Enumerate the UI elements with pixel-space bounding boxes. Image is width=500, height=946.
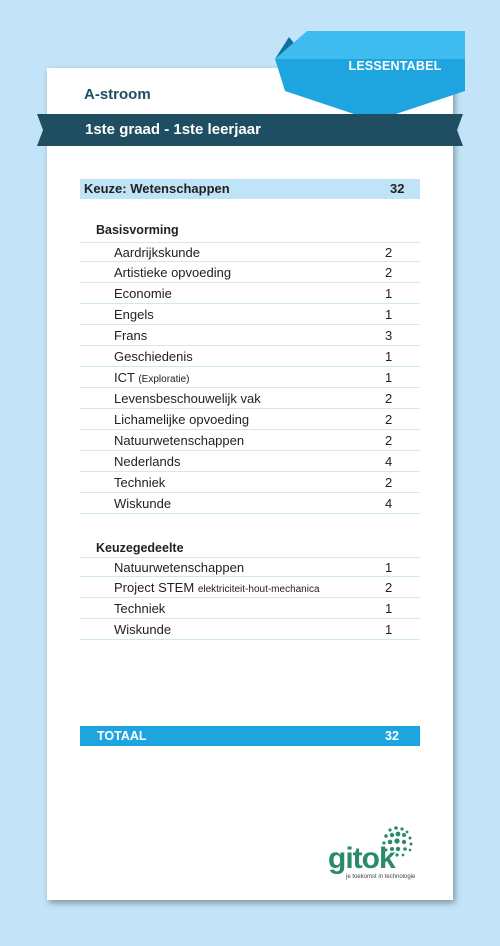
subject-hours: 1 bbox=[385, 349, 393, 364]
basis-row bbox=[80, 389, 420, 409]
gitok-logo bbox=[328, 822, 420, 884]
subject-hours: 2 bbox=[385, 245, 393, 260]
subject-name: Economie bbox=[114, 286, 172, 301]
subject-hours: 4 bbox=[385, 496, 393, 511]
basis-row bbox=[80, 263, 420, 283]
basis-row bbox=[80, 347, 420, 367]
keuze-row bbox=[80, 620, 420, 640]
stream-title: A-stroom bbox=[84, 86, 151, 103]
basis-row bbox=[80, 431, 420, 451]
subject-hours: 1 bbox=[385, 601, 393, 616]
choice-label: Keuze: Wetenschappen bbox=[84, 181, 230, 196]
subject-name: Artistieke opvoeding bbox=[114, 265, 232, 280]
basisvorming-title: Basisvorming bbox=[96, 223, 179, 237]
basis-row bbox=[80, 284, 420, 304]
basis-row bbox=[80, 473, 420, 493]
subject-name: Levensbeschouwelijk vak bbox=[114, 391, 261, 406]
subject-hours: 2 bbox=[385, 475, 393, 490]
choice-hours: 32 bbox=[390, 181, 405, 196]
subject-name: Techniek bbox=[114, 475, 166, 490]
basis-row bbox=[80, 494, 420, 514]
subject-hours: 3 bbox=[385, 328, 393, 343]
subject-hours: 4 bbox=[385, 454, 393, 469]
basis-row bbox=[80, 410, 420, 430]
subject-name: Frans bbox=[114, 328, 148, 343]
subject-hours: 1 bbox=[385, 622, 393, 637]
logo-word: gitok bbox=[328, 842, 395, 875]
subject-name: Techniek bbox=[114, 601, 166, 616]
subject-name: Wiskunde bbox=[114, 496, 172, 511]
grade-title: 1ste graad - 1ste leerjaar bbox=[85, 121, 261, 138]
basis-row bbox=[80, 305, 420, 325]
grade-banner bbox=[37, 114, 463, 146]
subject-note: (Exploratie) bbox=[138, 374, 190, 385]
subject-hours: 2 bbox=[385, 412, 393, 427]
subject-hours: 1 bbox=[385, 370, 393, 385]
subject-hours: 2 bbox=[385, 433, 393, 448]
lessentabel-ribbon bbox=[275, 31, 465, 121]
keuze-row bbox=[80, 599, 420, 619]
logo-tagline: je toekomst in technologie bbox=[346, 874, 416, 880]
choice-row bbox=[80, 179, 420, 199]
subject-name: Aardrijkskunde bbox=[114, 245, 200, 260]
keuze-row bbox=[80, 578, 420, 598]
subject-hours: 2 bbox=[385, 265, 393, 280]
subject-name: Wiskunde bbox=[114, 622, 172, 637]
basis-row bbox=[80, 368, 420, 388]
subject-name: Lichamelijke opvoeding bbox=[114, 412, 250, 427]
basis-row bbox=[80, 242, 420, 262]
subject-hours: 1 bbox=[385, 560, 393, 575]
subject-note: elektriciteit-hout-mechanica bbox=[197, 584, 320, 595]
subject-name: Project STEM elektriciteit-hout-mechanica bbox=[114, 580, 320, 595]
keuzegedeelte-title: Keuzegedeelte bbox=[96, 541, 184, 555]
subject-name: Nederlands bbox=[114, 454, 181, 469]
basis-row bbox=[80, 326, 420, 346]
subject-name: Natuurwetenschappen bbox=[114, 560, 245, 575]
subject-name: Natuurwetenschappen bbox=[114, 433, 245, 448]
total-row bbox=[80, 726, 420, 746]
subject-hours: 2 bbox=[385, 391, 393, 406]
subject-name: ICT (Exploratie) bbox=[114, 370, 190, 385]
keuze-row bbox=[80, 557, 420, 577]
basis-row bbox=[80, 452, 420, 472]
subject-name: Engels bbox=[114, 307, 154, 322]
total-label: TOTAAL bbox=[97, 729, 147, 743]
subject-hours: 1 bbox=[385, 286, 393, 301]
total-hours: 32 bbox=[385, 729, 399, 743]
subject-hours: 1 bbox=[385, 307, 393, 322]
lessentabel-label: LESSENTABEL bbox=[348, 59, 442, 73]
subject-name: Geschiedenis bbox=[114, 349, 193, 364]
subject-hours: 2 bbox=[385, 580, 393, 595]
